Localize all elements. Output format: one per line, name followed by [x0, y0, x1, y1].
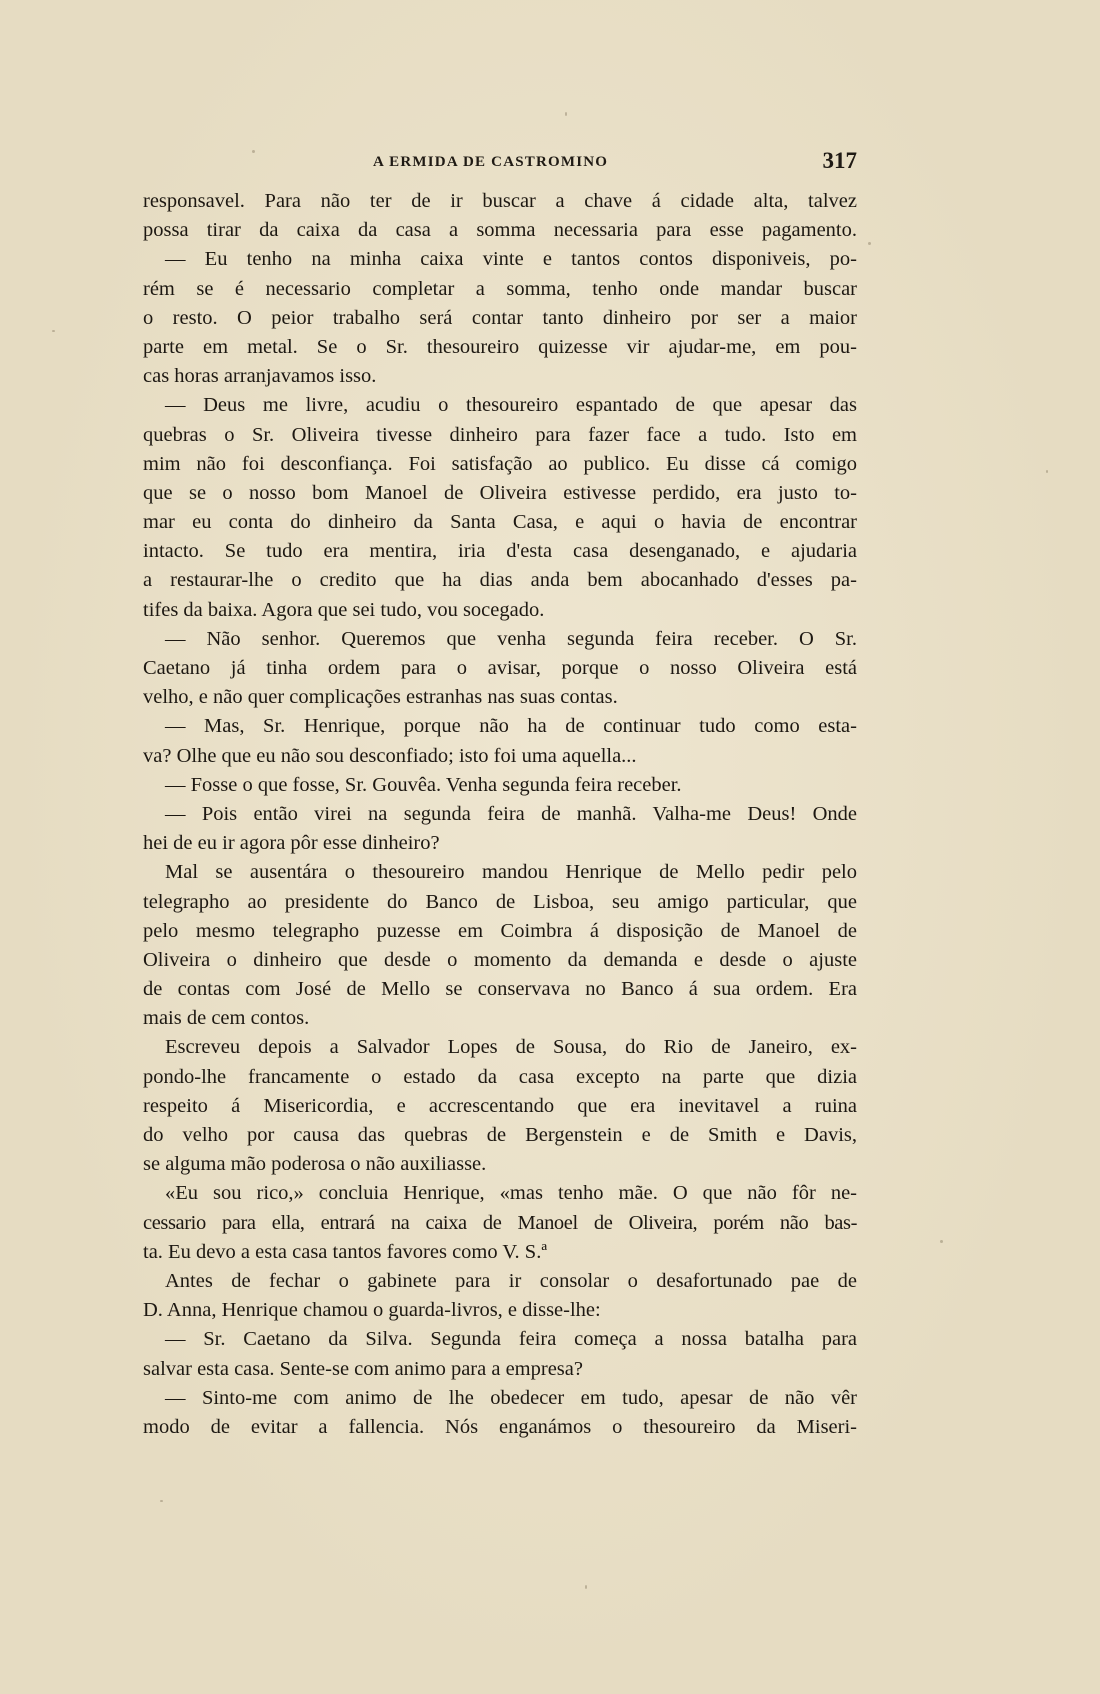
text-line: o resto. O peior trabalho será contar tanto dinheiro por ser a maior [143, 306, 857, 329]
text-line: se alguma mão poderosa o não auxiliasse. [143, 1153, 487, 1176]
text-line: mais de cem contos. [143, 1007, 310, 1030]
text-line: do velho por causa das quebras de Bergenstein e de Smith e Davis, [143, 1124, 857, 1146]
running-header [145, 148, 857, 178]
text-line: — Sinto-me com animo de lhe obedecer em tudo, apesar de não vêr [165, 1386, 857, 1409]
text-line: mar eu conta do dinheiro da Santa Casa, e aqui o havia de encontrar [143, 511, 857, 534]
text-line: «Eu sou rico,» concluia Henrique, «mas tenho mãe. O que não fôr ne- [165, 1182, 857, 1205]
text-line: va? Olhe que eu não sou desconfiado; isto foi uma aquella... [143, 744, 637, 767]
text-line: cas horas arranjavamos isso. [143, 365, 377, 388]
text-line: Antes de fechar o gabinete para ir consolar o desafortunado pae de [165, 1269, 857, 1292]
text-line: a restaurar-lhe o credito que ha dias anda bem abocanhado d'esses pa- [143, 569, 857, 592]
text-line: Mal se ausentára o thesoureiro mandou Henrique de Mello pedir pelo [165, 861, 857, 884]
text-line: — Mas, Sr. Henrique, porque não ha de continuar tudo como esta- [165, 715, 857, 738]
text-line: quebras o Sr. Oliveira tivesse dinheiro para fazer face a tudo. Isto em [143, 423, 857, 446]
text-line: Oliveira o dinheiro que desde o momento da demanda e desde o ajuste [143, 948, 857, 971]
text-line: — Fosse o que fosse, Sr. Gouvêa. Venha segunda feira receber. [165, 773, 682, 796]
text-line: intacto. Se tudo era mentira, iria d'esta casa desenganado, e ajudaria [143, 540, 857, 563]
text-line: — Deus me livre, acudiu o thesoureiro espantado de que apesar das [165, 394, 857, 417]
text-line: responsavel. Para não ter de ir buscar a chave á cidade alta, talvez [143, 190, 857, 212]
text-line: cessario para ella, entrará na caixa de Manoel de Oliveira, porém não bas- [143, 1211, 857, 1234]
text-line: rém se é necessario completar a somma, tenho onde mandar buscar [143, 277, 857, 300]
text-line: — Eu tenho na minha caixa vinte e tantos contos disponiveis, po- [165, 248, 857, 271]
text-line: que se o nosso bom Manoel de Oliveira estivesse perdido, era justo to- [143, 481, 857, 504]
text-line: D. Anna, Henrique chamou o guarda-livros, e disse-lhe: [143, 1299, 601, 1322]
page-number: 317 [822, 148, 857, 173]
text-line: hei de eu ir agora pôr esse dinheiro? [143, 832, 440, 855]
text-line: salvar esta casa. Sente-se com animo para a empresa? [143, 1357, 583, 1380]
text-line: possa tirar da caixa da casa a somma necessaria para esse pagamento. [143, 219, 857, 242]
text-line: Caetano já tinha ordem para o avisar, porque o nosso Oliveira está [143, 657, 857, 679]
text-line: ta. Eu devo a esta casa tantos favores como V. S.ª [143, 1240, 547, 1263]
body-text [143, 187, 857, 1442]
text-line: parte em metal. Se o Sr. thesoureiro quizesse vir ajudar-me, em pou- [143, 335, 857, 358]
text-line: — Sr. Caetano da Silva. Segunda feira começa a nossa batalha para [165, 1328, 857, 1351]
text-line: Escreveu depois a Salvador Lopes de Sousa, do Rio de Janeiro, ex- [165, 1036, 857, 1059]
text-line: — Não senhor. Queremos que venha segunda feira receber. O Sr. [165, 627, 857, 650]
text-line: tifes da baixa. Agora que sei tudo, vou socegado. [143, 598, 545, 621]
text-line: — Pois então virei na segunda feira de manhã. Valha-me Deus! Onde [165, 802, 857, 825]
text-line: mim não foi desconfiança. Foi satisfação ao publico. Eu disse cá comigo [143, 452, 857, 475]
text-line: pelo mesmo telegrapho puzesse em Coimbra á disposição de Manoel de [143, 919, 857, 942]
text-line: respeito á Misericordia, e accrescentando que era inevitavel a ruina [143, 1094, 857, 1117]
text-line: de contas com José de Mello se conservava no Banco á sua ordem. Era [143, 978, 857, 1001]
text-line: telegrapho ao presidente do Banco de Lisboa, seu amigo particular, que [143, 890, 857, 913]
text-line: modo de evitar a fallencia. Nós enganámos o thesoureiro da Miseri- [143, 1415, 857, 1438]
text-line: pondo-lhe francamente o estado da casa excepto na parte que dizia [143, 1065, 857, 1088]
running-title: A ERMIDA DE CASTROMINO [373, 154, 609, 170]
text-line: velho, e não quer complicações estranhas nas suas contas. [143, 686, 618, 709]
